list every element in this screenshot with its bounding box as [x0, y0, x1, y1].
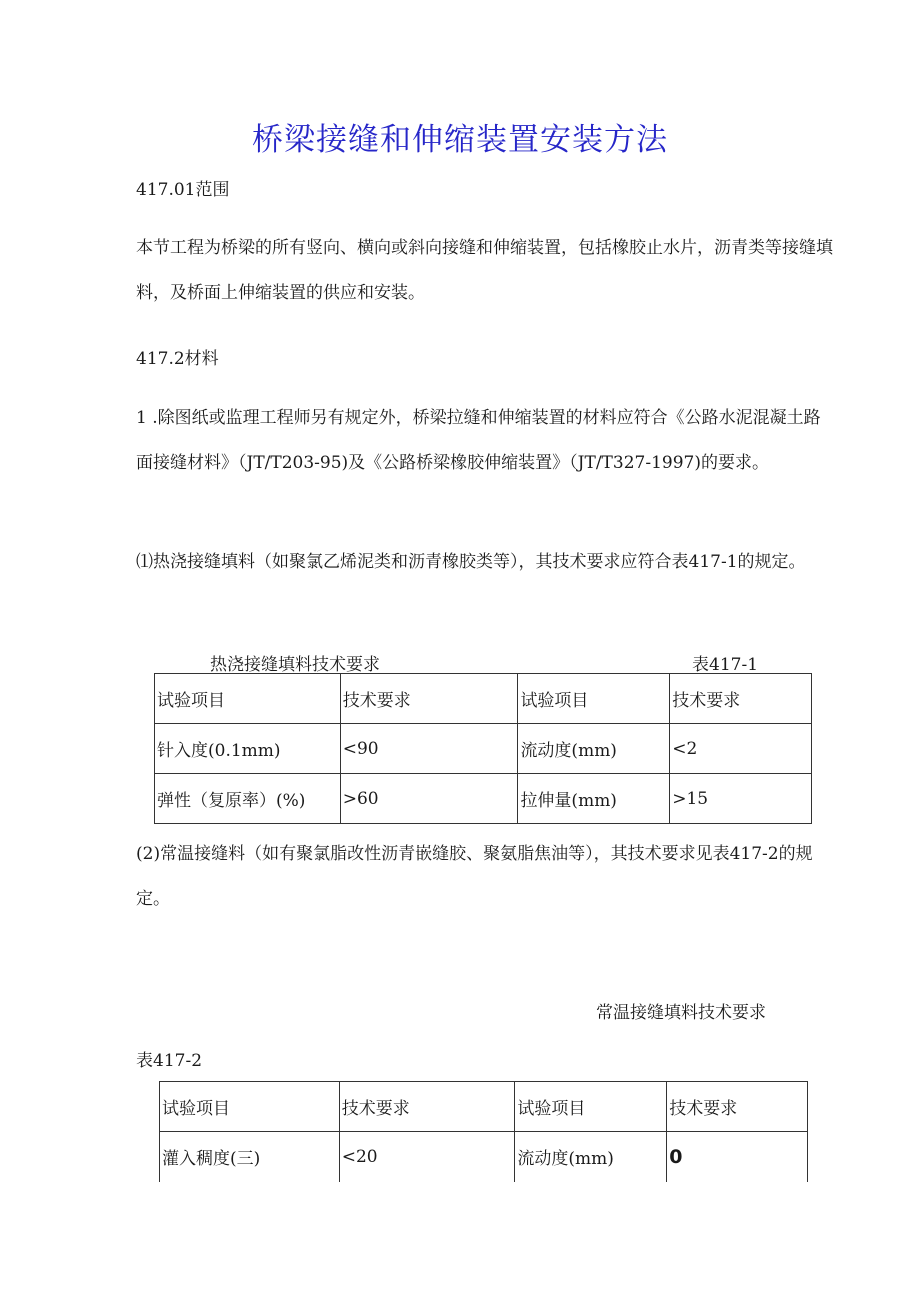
table-cell: 弹性（复原率）(%): [155, 774, 341, 824]
materials-item-1-1: ⑴热浇接缝填料（如聚氯乙烯泥类和沥青橡胶类等），其技术要求应符合表417-1的规定。: [136, 552, 806, 572]
table-header-row: [155, 674, 812, 724]
table-cell: 灌入稠度(三): [160, 1132, 340, 1182]
table-header-cell: 试验项目: [160, 1082, 340, 1132]
table-cell: <20: [339, 1132, 515, 1182]
table-cell: >60: [340, 774, 518, 824]
table-header-cell: 技术要求: [340, 674, 518, 724]
section-heading-materials: 417.2材料: [136, 349, 219, 369]
table-header-cell: 技术要求: [339, 1082, 515, 1132]
table-header-row: [160, 1082, 808, 1132]
table-header-cell: 技术要求: [667, 1082, 808, 1132]
table2-caption: 常温接缝填料技术要求: [596, 1003, 766, 1023]
table1-label: 表417-1: [692, 655, 759, 675]
table-row: [155, 724, 812, 774]
scope-paragraph: 本节工程为桥梁的所有竖向、横向或斜向接缝和伸缩装置，包括橡胶止水片，沥青类等接缝填料，及桥面上伸缩装置的供应和安装。: [136, 238, 833, 303]
table-cell: 流动度(mm): [518, 724, 670, 774]
table1-caption: 热浇接缝填料技术要求: [210, 655, 380, 675]
materials-item-1: 1 .除图纸或监理工程师另有规定外，桥梁拉缝和伸缩装置的材料应符合《公路水泥混凝土路面接缝材料》（JT/T203-95)及《公路桥梁橡胶伸缩装置》（JT/T327-1997)的要求。: [136, 408, 821, 473]
table-417-1: [154, 673, 812, 824]
document-title: 桥梁接缝和伸缩装置安装方法: [252, 122, 668, 158]
table-417-2: [159, 1081, 808, 1182]
section-heading-scope: 417.01范围: [136, 180, 230, 200]
table-cell: <2: [670, 724, 812, 774]
materials-item-1-2: (2)常温接缝料（如有聚氯脂改性沥青嵌缝胶、聚氨脂焦油等），其技术要求见表417-2的规定。: [136, 844, 813, 909]
table-cell: <90: [340, 724, 518, 774]
table-cell: 流动度(mm): [515, 1132, 667, 1182]
table-header-cell: 试验项目: [155, 674, 341, 724]
table-header-cell: 试验项目: [518, 674, 670, 724]
table-header-cell: 试验项目: [515, 1082, 667, 1132]
table-row: [160, 1132, 808, 1182]
table-cell: >15: [670, 774, 812, 824]
table-row: [155, 774, 812, 824]
table-cell: 拉伸量(mm): [518, 774, 670, 824]
table2-label: 表417-2: [136, 1051, 203, 1071]
table-header-cell: 技术要求: [670, 674, 812, 724]
table-cell: 针入度(0.1mm): [155, 724, 341, 774]
table-cell: 0: [667, 1132, 808, 1182]
